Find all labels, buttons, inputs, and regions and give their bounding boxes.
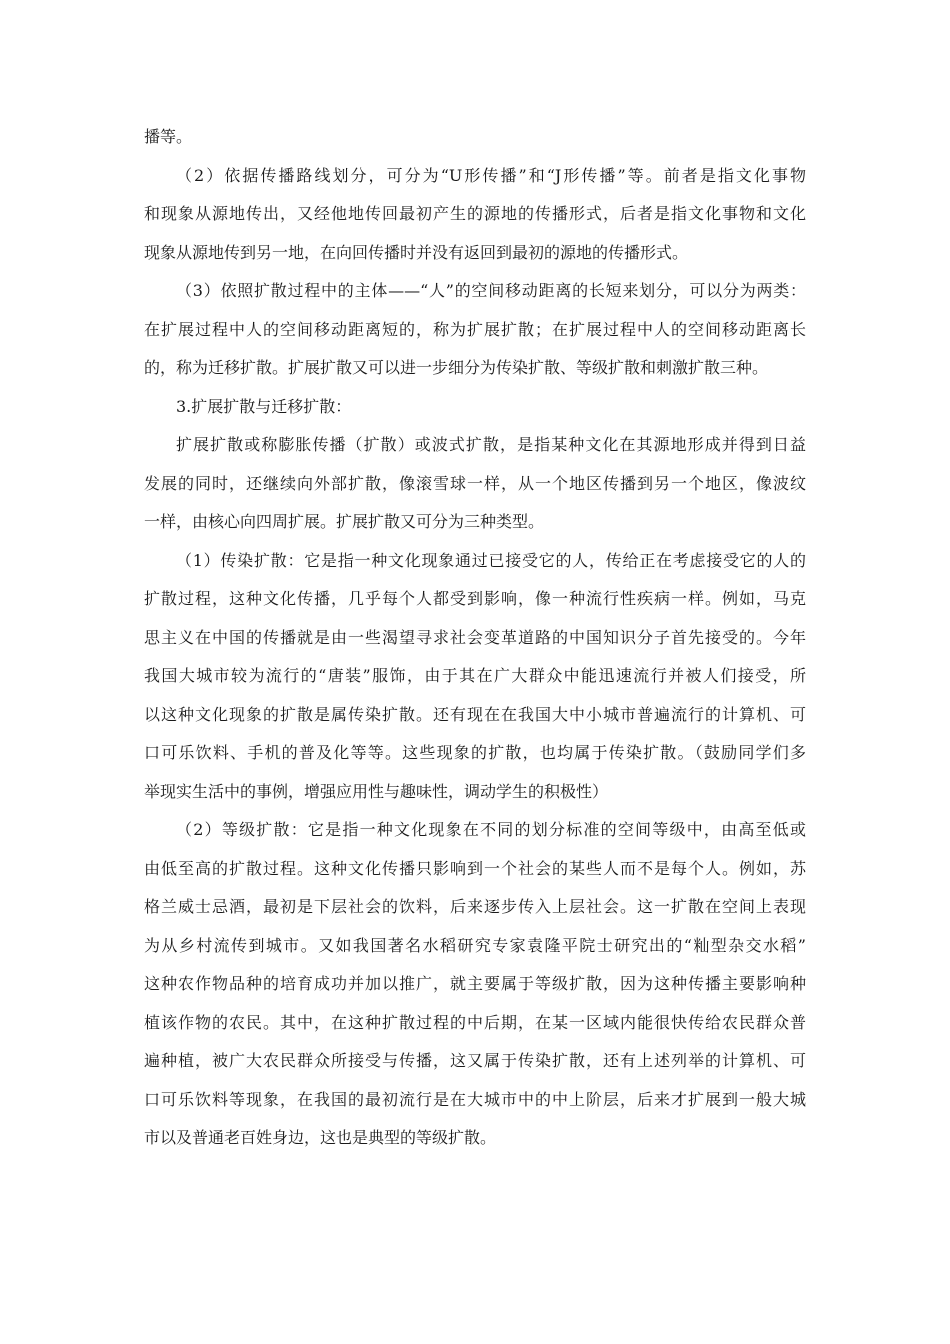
text-line: 为从乡村流传到城市。又如我国著名水稻研究专家袁隆平院士研究出的“籼型杂交水稻” bbox=[144, 935, 806, 955]
text-line: 这种农作物品种的培育成功并加以推广，就主要属于等级扩散，因为这种传播主要影响种 bbox=[144, 974, 806, 993]
text-line: 口可乐饮料、手机的普及化等等。这些现象的扩散，也均属于传染扩散。（鼓励同学们多 bbox=[144, 743, 806, 762]
paragraph bbox=[144, 157, 806, 273]
text-line: 3.扩展扩散与迁移扩散： bbox=[176, 396, 352, 416]
text-line: 扩散过程，这种文化传播，几乎每个人都受到影响，像一种流行性疾病一样。例如，马克 bbox=[144, 589, 806, 608]
paragraph bbox=[144, 272, 806, 388]
text-line: 口可乐饮料等现象，在我国的最初流行是在大城市中的中上阶层，后来才扩展到一般大城 bbox=[144, 1089, 806, 1109]
text-line: 和现象从源地传出，又经他地传回最初产生的源地的传播形式，后者是指文化事物和文化 bbox=[144, 204, 806, 223]
text-line: （1）传染扩散：它是指一种文化现象通过已接受它的人，传给正在考虑接受它的人的 bbox=[176, 550, 806, 570]
text-line: 市以及普通老百姓身边，这也是典型的等级扩散。 bbox=[144, 1128, 497, 1147]
text-line: 扩展扩散或称膨胀传播（扩散）或波式扩散，是指某种文化在其源地形成并得到日益 bbox=[176, 435, 806, 454]
text-line: 举现实生活中的事例，增强应用性与趣味性，调动学生的积极性） bbox=[144, 781, 609, 801]
text-line: 一样，由核心向四周扩展。扩展扩散又可分为三种类型。 bbox=[144, 512, 545, 531]
text-line: （3）依照扩散过程中的主体——“人”的空间移动距离的长短来划分，可以分为两类： bbox=[176, 281, 806, 300]
section-heading bbox=[144, 388, 806, 427]
paragraph bbox=[144, 426, 806, 542]
document-body bbox=[144, 118, 806, 1158]
text-line: 发展的同时，还继续向外部扩散，像滚雪球一样，从一个地区传播到另一个地区，像波纹 bbox=[144, 473, 806, 493]
paragraph bbox=[144, 542, 806, 812]
text-line: 植该作物的农民。其中，在这种扩散过程的中后期，在某一区域内能很快传给农民群众普 bbox=[144, 1012, 806, 1032]
text-line: （2）等级扩散：它是指一种文化现象在不同的划分标准的空间等级中，由高至低或 bbox=[176, 820, 806, 839]
text-line: 的，称为迁移扩散。扩展扩散又可以进一步细分为传染扩散、等级扩散和刺激扩散三种。 bbox=[144, 358, 769, 377]
text-line: 我国大城市较为流行的“唐装”服饰，由于其在广大群众中能迅速流行并被人们接受，所 bbox=[144, 666, 806, 685]
text-line: 思主义在中国的传播就是由一些渴望寻求社会变革道路的中国知识分子首先接受的。今年 bbox=[144, 627, 806, 647]
text-line: 遍种植，被广大农民群众所接受与传播，这又属于传染扩散，还有上述列举的计算机、可 bbox=[144, 1051, 806, 1070]
text-line: 由低至高的扩散过程。这种文化传播只影响到一个社会的某些人而不是每个人。例如，苏 bbox=[144, 858, 806, 878]
paragraph bbox=[144, 811, 806, 1158]
text-line: 现象从源地传到另一地，在向回传播时并没有返回到最初的源地的传播形式。 bbox=[144, 242, 689, 262]
text-line: 在扩展过程中人的空间移动距离短的，称为扩展扩散；在扩展过程中人的空间移动距离长 bbox=[144, 319, 806, 339]
paragraph bbox=[144, 118, 806, 157]
text-line: 播等。 bbox=[144, 127, 193, 146]
text-line: 格兰威士忌酒，最初是下层社会的饮料，后来逐步传入上层社会。这一扩散在空间上表现 bbox=[144, 897, 806, 916]
text-line: （2）依据传播路线划分，可分为“U形传播”和“J形传播”等。前者是指文化事物 bbox=[176, 165, 806, 185]
text-line: 以这种文化现象的扩散是属传染扩散。还有现在在我国大中小城市普遍流行的计算机、可 bbox=[144, 704, 806, 724]
